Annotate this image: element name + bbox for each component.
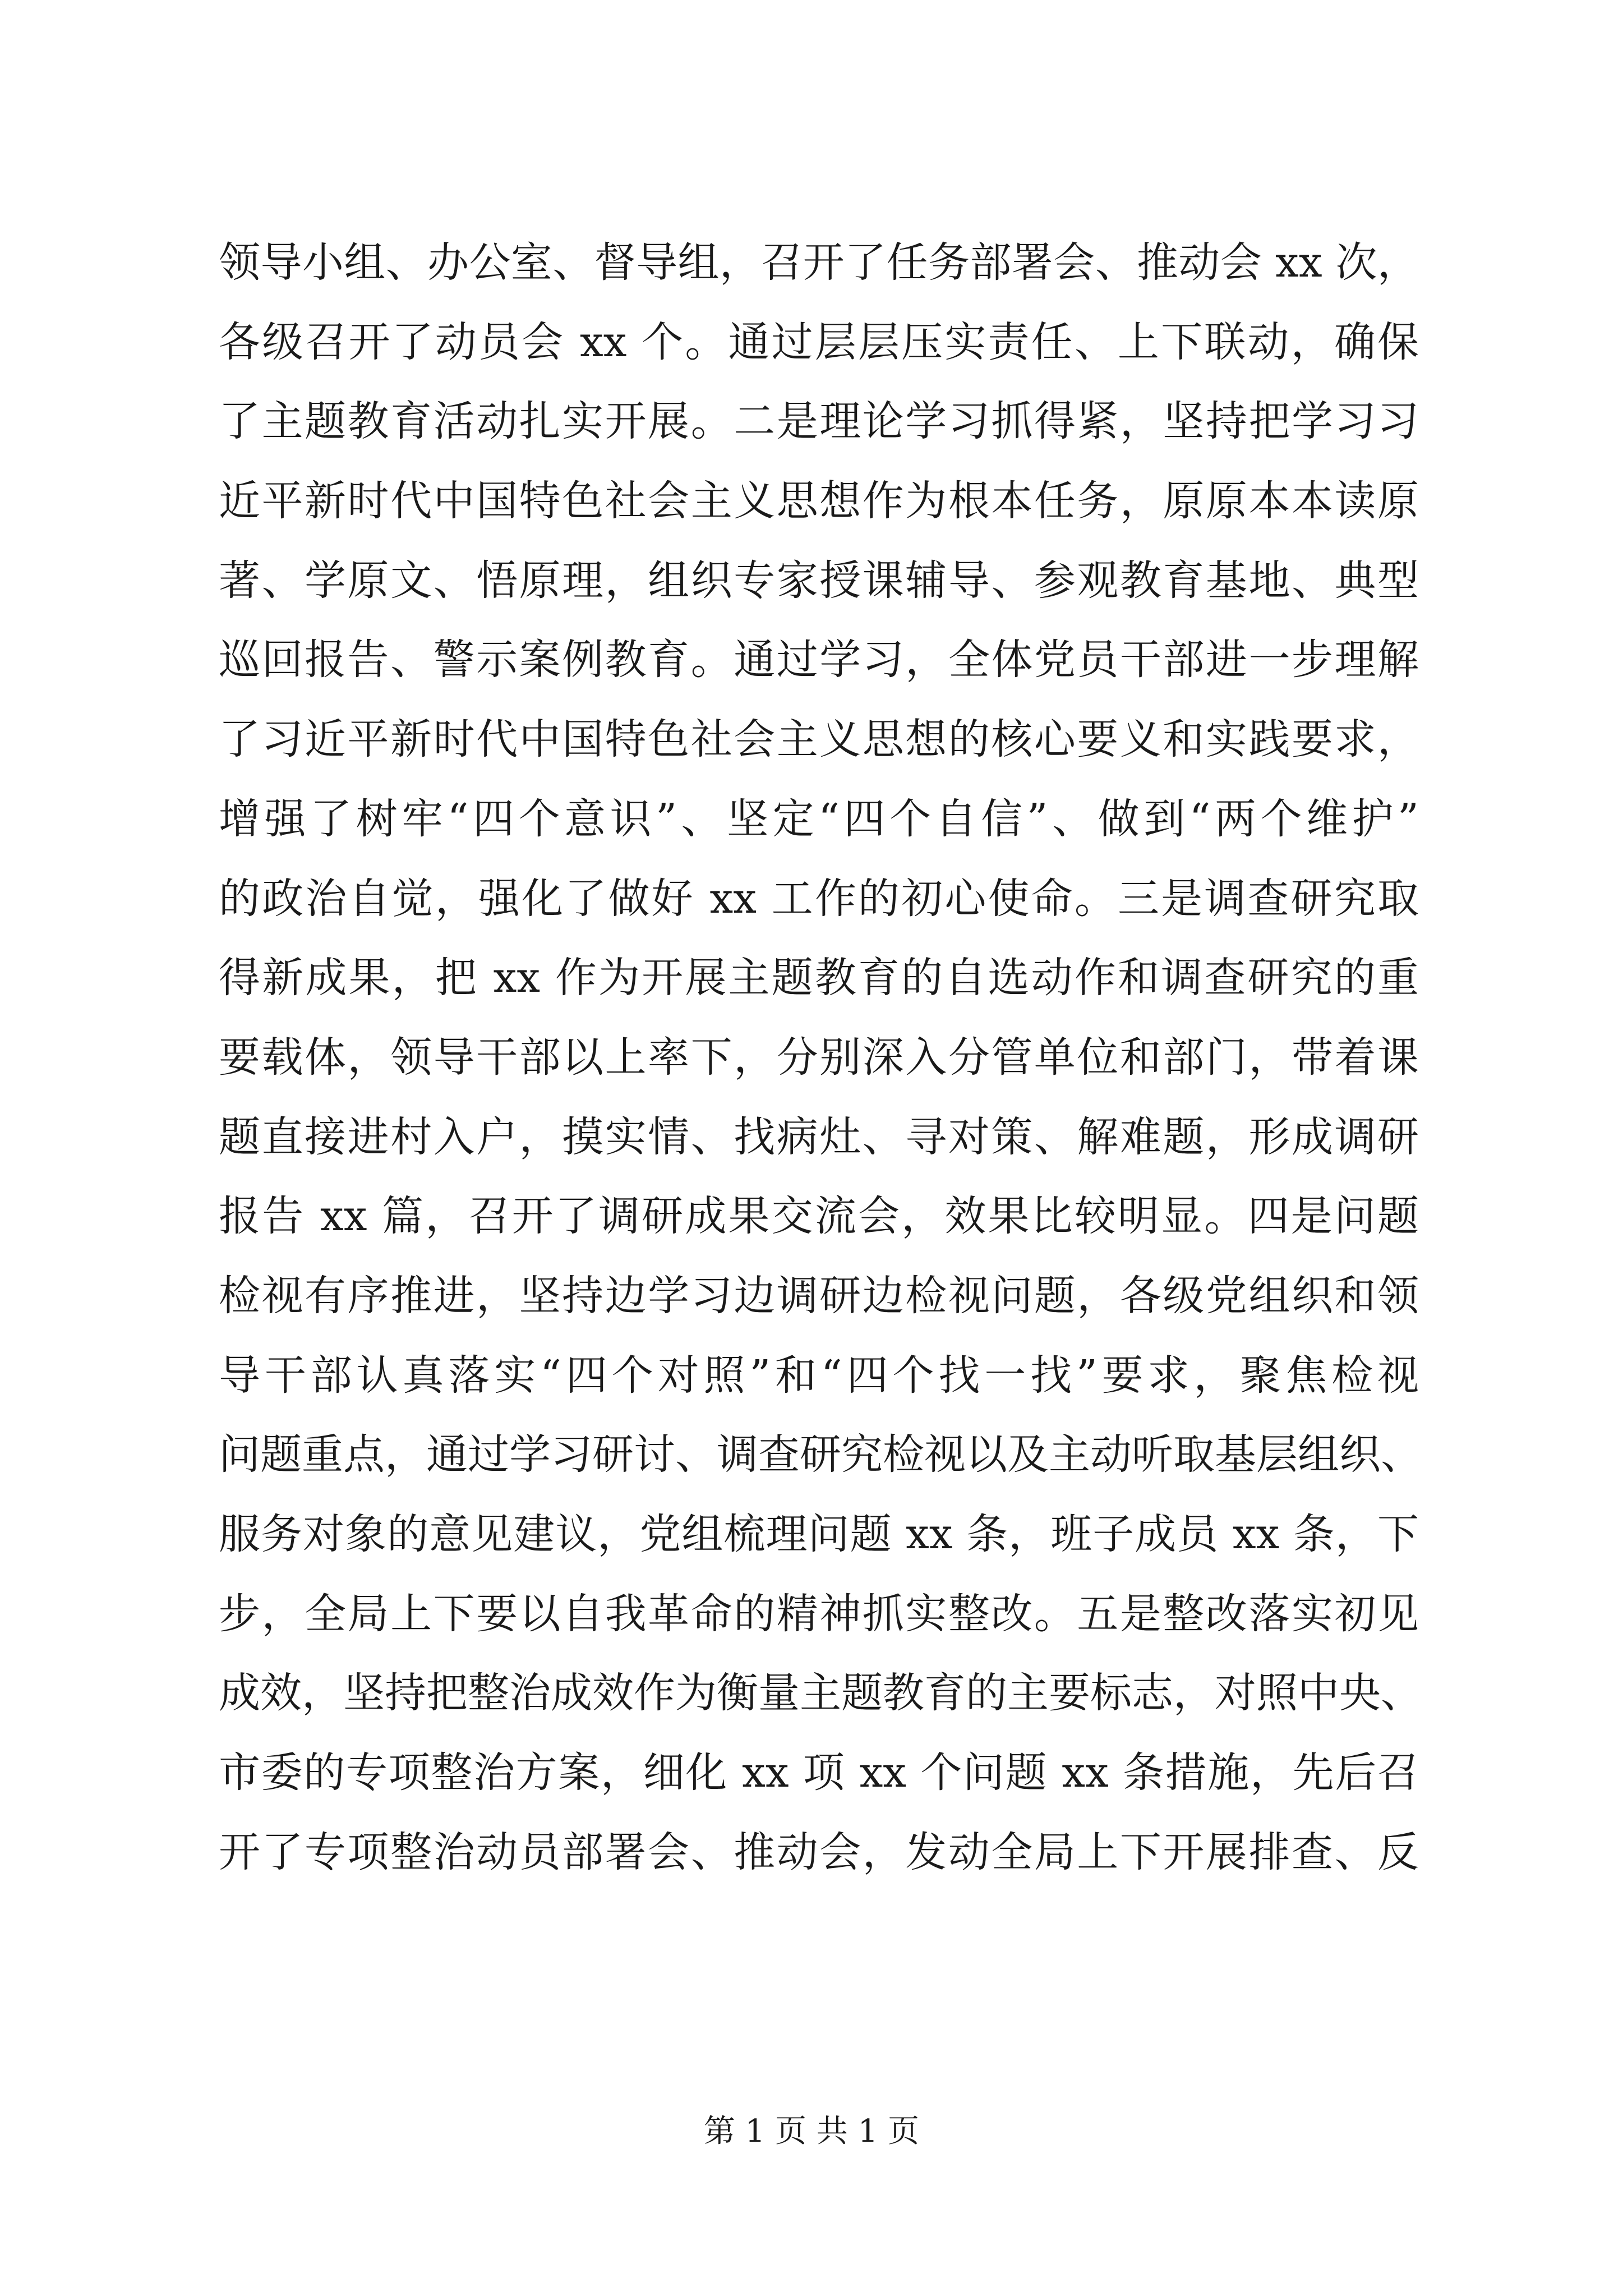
text-line: 检视有序推进，坚持边学习边调研边检视问题，各级党组织和领: [219, 1271, 1419, 1320]
text-line: 巡回报告、警示案例教育。通过学习，全体党员干部进一步理解: [219, 636, 1419, 684]
text-line: 各级召开了动员会 xx 个。通过层层压实责任、上下联动，确保: [219, 318, 1419, 366]
body-text: [219, 223, 1422, 1892]
text-line: 问题重点，通过学习研讨、调查研究检视以及主动听取基层组织、: [219, 1430, 1422, 1479]
text-line: 领导小组、办公室、督导组，召开了任务部署会、推动会 xx 次，: [219, 238, 1419, 287]
text-line: 著、学原文、悟原理，组织专家授课辅导、参观教育基地、典型: [219, 556, 1419, 605]
text-line: 要载体，领导干部以上率下，分别深入分管单位和部门，带着课: [219, 1033, 1419, 1082]
text-line: 的政治自觉，强化了做好 xx 工作的初心使命。三是调查研究取: [219, 874, 1419, 923]
text-line: 步，全局上下要以自我革命的精神抓实整改。五是整改落实初见: [219, 1589, 1419, 1638]
text-line: 得新成果，把 xx 作为开展主题教育的自选动作和调查研究的重: [219, 954, 1419, 1002]
page-number-footer: 第 1 页 共 1 页: [703, 2113, 920, 2150]
text-line: 服务对象的意见建议，党组梳理问题 xx 条，班子成员 xx 条，下: [219, 1510, 1419, 1558]
text-line: 增强了树牢“四个意识”、坚定“四个自信”、做到“两个维护”: [219, 794, 1419, 843]
text-line: 近平新时代中国特色社会主义思想作为根本任务，原原本本读原: [219, 477, 1419, 526]
text-line: 报告 xx 篇，召开了调研成果交流会，效果比较明显。四是问题: [219, 1192, 1419, 1241]
text-line: 开了专项整治动员部署会、推动会，发动全局上下开展排查、反: [219, 1828, 1419, 1876]
text-line: 导干部认真落实“四个对照”和“四个找一找”要求，聚焦检视: [219, 1351, 1419, 1400]
text-line: 了习近平新时代中国特色社会主义思想的核心要义和实践要求，: [219, 715, 1419, 764]
text-line: 了主题教育活动扎实开展。二是理论学习抓得紧，坚持把学习习: [219, 397, 1419, 446]
text-line: 成效，坚持把整治成效作为衡量主题教育的主要标志，对照中央、: [219, 1669, 1422, 1718]
text-line: 题直接进村入户，摸实情、找病灶、寻对策、解难题，形成调研: [219, 1112, 1419, 1161]
text-line: 市委的专项整治方案，细化 xx 项 xx 个问题 xx 条措施，先后召: [219, 1749, 1419, 1797]
